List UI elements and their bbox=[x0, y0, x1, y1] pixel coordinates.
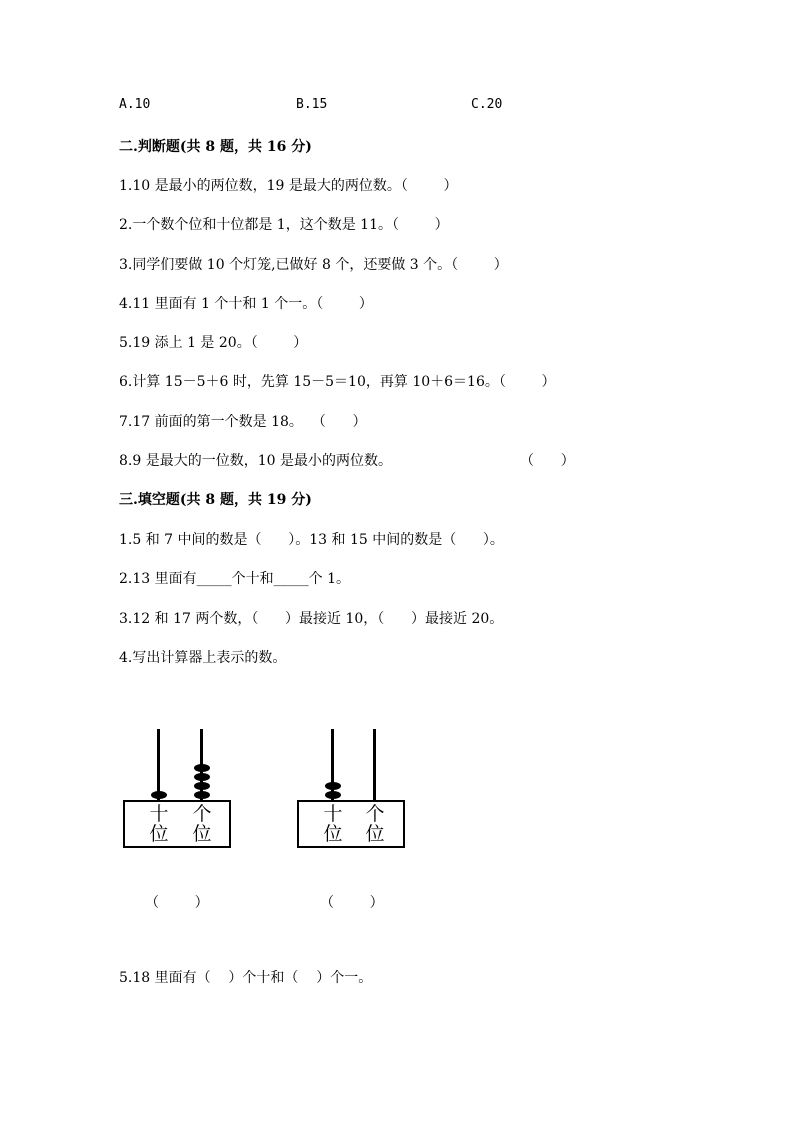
bead bbox=[325, 791, 341, 799]
tens-label-top: 十 bbox=[149, 803, 169, 825]
ones-label-top: 个 bbox=[365, 803, 385, 825]
option-c: C.20 bbox=[471, 97, 503, 112]
fill-item-4: 4.写出计算器上表示的数。 bbox=[119, 650, 287, 666]
tens-label-bottom: 位 bbox=[323, 823, 343, 845]
answer-paren-right: （ ） bbox=[320, 895, 384, 911]
fill-item-1: 1.5 和 7 中间的数是（ ）。13 和 15 中间的数是（ ）。 bbox=[119, 532, 504, 548]
judge-item-6: 6.计算 15－5＋6 时，先算 15－5＝10，再算 10＋6＝16。（ ） bbox=[119, 374, 556, 390]
abacus-frame bbox=[297, 800, 405, 848]
ones-rod bbox=[373, 729, 376, 801]
bead bbox=[194, 764, 210, 772]
fill-item-2: 2.13 里面有_____个十和_____个 1。 bbox=[119, 571, 350, 587]
abacus-left bbox=[123, 729, 233, 849]
bead bbox=[151, 791, 167, 799]
bead bbox=[325, 782, 341, 790]
judge-item-5: 5.19 添上 1 是 20。（ ） bbox=[119, 335, 308, 351]
judge-item-2: 2.一个数个位和十位都是 1，这个数是 11。（ ） bbox=[119, 217, 449, 233]
bead bbox=[194, 791, 210, 799]
ones-label-bottom: 位 bbox=[192, 823, 212, 845]
section2-heading: 二.判断题(共 8 题，共 16 分) bbox=[119, 139, 312, 155]
answer-paren-left: （ ） bbox=[145, 895, 209, 911]
ones-label-top: 个 bbox=[192, 803, 212, 825]
option-a: A.10 bbox=[119, 97, 151, 112]
judge-item-7: 7.17 前面的第一个数是 18。 （ ） bbox=[119, 414, 367, 430]
judge-item-8-paren: （ ） bbox=[520, 453, 575, 469]
fill-item-5: 5.18 里面有（ ）个十和（ ）个一。 bbox=[119, 970, 373, 986]
bead bbox=[194, 773, 210, 781]
judge-item-3: 3.同学们要做 10 个灯笼,已做好 8 个，还要做 3 个。（ ） bbox=[119, 257, 508, 273]
judge-item-4: 4.11 里面有 1 个十和 1 个一。（ ） bbox=[119, 296, 373, 312]
judge-item-1: 1.10 是最小的两位数，19 是最大的两位数。（ ） bbox=[119, 178, 458, 194]
bead bbox=[194, 782, 210, 790]
tens-label-bottom: 位 bbox=[149, 823, 169, 845]
section3-heading: 三.填空题(共 8 题，共 19 分) bbox=[119, 492, 312, 508]
tens-label-top: 十 bbox=[323, 803, 343, 825]
ones-label-bottom: 位 bbox=[365, 823, 385, 845]
abacus-right bbox=[297, 729, 407, 849]
fill-item-3: 3.12 和 17 两个数，（ ）最接近 10，（ ）最接近 20。 bbox=[119, 611, 504, 627]
option-b: B.15 bbox=[296, 97, 328, 112]
judge-item-8: 8.9 是最大的一位数，10 是最小的两位数。 bbox=[119, 453, 392, 469]
abacus-frame bbox=[123, 800, 231, 848]
